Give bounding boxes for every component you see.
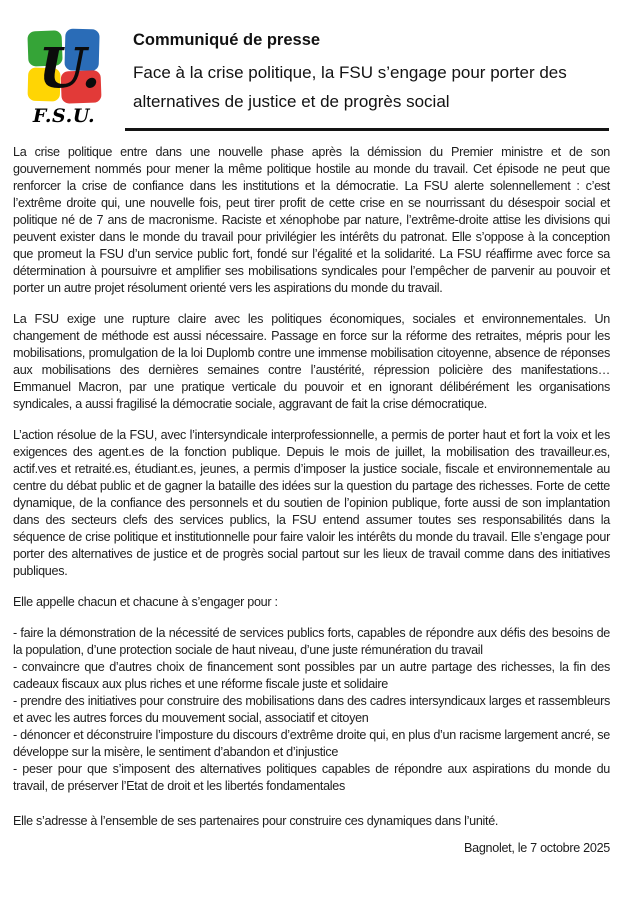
dateline: Bagnolet, le 7 octobre 2025 (464, 841, 610, 855)
list-item-initiatives: - prendre des initiatives pour construire des mobilisations dans des cadres intersyndicaux larges et rassembleurs et avec les autres forces du mouvement social, associatif et citoyen (13, 694, 610, 725)
paragraph-political-crisis: La crise politique entre dans une nouvelle phase après la démission du Premier ministre et de son gouvernement nommés pour mener la même politique hostile au monde du travail. Cet épisode ne peut que renforcer la crise de confiance dans les institutions et la démocratie. La FSU alerte solennellement : c’est l’extrême droite qui, une nouvelle fois, peut tirer profit de cette crise en se nourrissant du désespoir social et politique né de 7 ans de macronisme. Raciste et xénophobe par nature, l’extrême-droite attise les divisions qui peuvent exister dans le monde du travail pour privilégier les intérêts du patronat. Elle s’oppose à la conception que promeut la FSU d’un service public fort, fondé sur l’égalité et la solidarité. La FSU réaffirme avec force sa détermination à poursuivre et amplifier ses mobilisations syndicales pour l’empêcher de parvenir au pouvoir et porter un autre projet résolument orienté vers les aspirations du monde du travail. (13, 145, 610, 295)
fsu-logo (24, 28, 104, 127)
header-text-block (133, 28, 609, 131)
fsu-logo-icon (26, 28, 102, 104)
document-body (0, 131, 623, 857)
commitments-list (13, 625, 610, 795)
paragraph-lead-in: Elle appelle chacun et chacune à s’engager pour : (13, 595, 278, 609)
header-rule (125, 128, 609, 131)
document-kicker: Communiqué de presse (133, 31, 321, 49)
paragraph-action-resolue: L’action résolue de la FSU, avec l’intersyndicale interprofessionnelle, a permis de porter haut et fort la voix et les exigences des agent.es de la fonction publique. Depuis le mois de juillet, la mobilisation des travailleur.es, actif.ves et retraité.es, étudiant.es, jeunes, a permis d’imposer la justice sociale, fiscale et environnementale au centre du débat public et de gagner la bataille des idées sur la question du partage des richesses. Forte de cette dynamique, de la confiance des personnels et du soutien de l’opinion publique, forte aussi de son implantation dans des secteurs clefs des services publics, la FSU entend assumer toutes ses responsabilités dans la séquence de crise politique et institutionnelle pour faire valoir les intérêts du monde du travail. Elle s’engage pour porter des alternatives de justice et de progrès social partout sur les lieux de travail comme dans des initiatives publiques. (13, 428, 610, 578)
list-item-financement: - convaincre que d’autres choix de financement sont possibles par un autre partage des richesses, la fin des cadeaux fiscaux aux plus riches et une réforme fiscale juste et solidaire (13, 660, 610, 691)
paragraph-closing: Elle s’adresse à l’ensemble de ses partenaires pour construire ces dynamiques dans l’unité. (13, 814, 499, 828)
list-item-alternatives: - peser pour que s’imposent des alternatives politiques capables de répondre aux aspirations du monde du travail, de préserver l’Etat de droit et les libertés fondamentales (13, 762, 610, 793)
list-item-services-publics: - faire la démonstration de la nécessité de services publics forts, capables de répondre aux défis des besoins de la population, d’une protection sociale de haut niveau, d’une juste rémunération du travail (13, 626, 610, 657)
document-title: Face à la crise politique, la FSU s’engage pour porter des alternatives de justice et de progrès social (133, 63, 567, 111)
fsu-logo-caption: F.S.U. (32, 105, 96, 127)
paragraph-rupture-claire: La FSU exige une rupture claire avec les politiques économiques, sociales et environnementales. Un changement de méthode est aussi nécessaire. Passage en force sur la réforme des retraites, mépris pour les mobilisations, promulgation de la loi Duplomb contre une immense mobilisation citoyenne, absence de réponses aux mobilisations des dernières semaines contre l’austérité, répression policière des manifestations… Emmanuel Macron, par une pratique verticale du pouvoir et en ignorant délibérément les organisations syndicales, a aussi fragilisé la démocratie sociale, aggravant de fait la crise démocratique. (13, 312, 610, 411)
fsu-logo-letter: U. (38, 34, 101, 100)
document-header (0, 0, 623, 131)
list-item-extreme-droite: - dénoncer et déconstruire l’imposture du discours d’extrême droite qui, en plus d’un racisme largement ancré, se développe sur la misère, le sentiment d’abandon et d’injustice (13, 728, 610, 759)
